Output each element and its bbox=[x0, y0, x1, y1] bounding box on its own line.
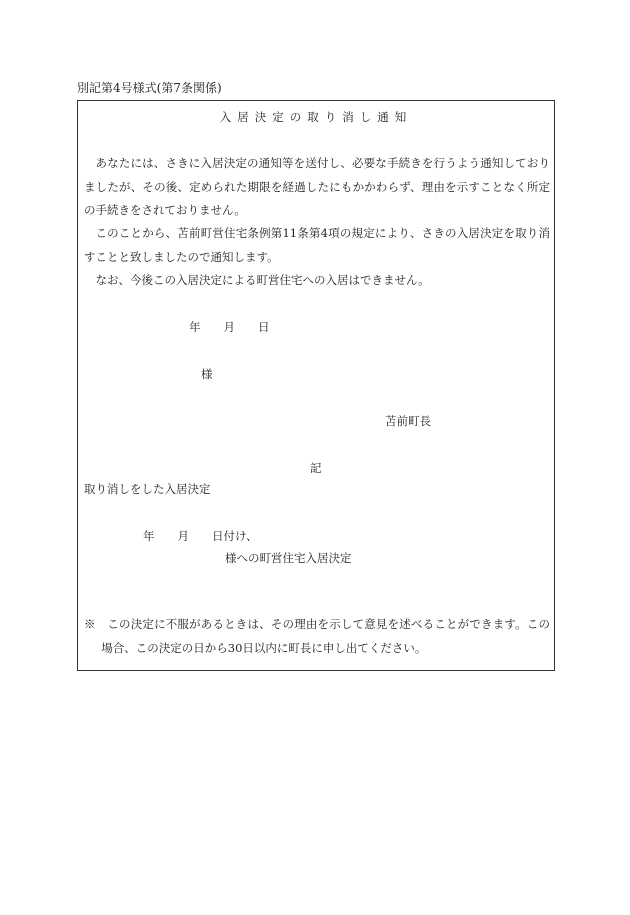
ki-heading: 記 bbox=[310, 461, 322, 475]
decision-date: 年 月 日付け、 bbox=[143, 529, 258, 543]
date-line: 年 月 日 bbox=[189, 320, 270, 334]
decision-detail: 様への町営住宅入居決定 bbox=[225, 551, 352, 565]
item-heading: 取り消しをした入居決定 bbox=[84, 482, 211, 496]
recipient-suffix: 様 bbox=[201, 367, 213, 381]
notice-title: 入居決定の取り消し通知 bbox=[219, 110, 413, 124]
notice-form bbox=[77, 100, 555, 671]
body-paragraph-3: なお、今後この入居決定による町営住宅への入居はできません。 bbox=[95, 273, 430, 287]
form-number-label: 別記第4号様式(第7条関係) bbox=[77, 81, 222, 95]
issuer-name: 苫前町長 bbox=[385, 414, 431, 428]
appeal-remark: ※ この決定に不服があるときは、その理由を示して意見を述べることができます。この場合、この決定の日から30日以内に町長に申し出てください。 bbox=[84, 617, 550, 655]
body-paragraph-2: このことから、苫前町営住宅条例第11条第4項の規定により、さきの入居決定を取り消すことと致しましたので通知します。 bbox=[84, 226, 550, 264]
body-paragraph-1: あなたには、さきに入居決定の通知等を送付し、必要な手続きを行うよう通知しておりましたが、その後、定められた期限を経過したにもかかわらず、理由を示すことなく所定の手続きをされておりません。 bbox=[84, 156, 550, 217]
